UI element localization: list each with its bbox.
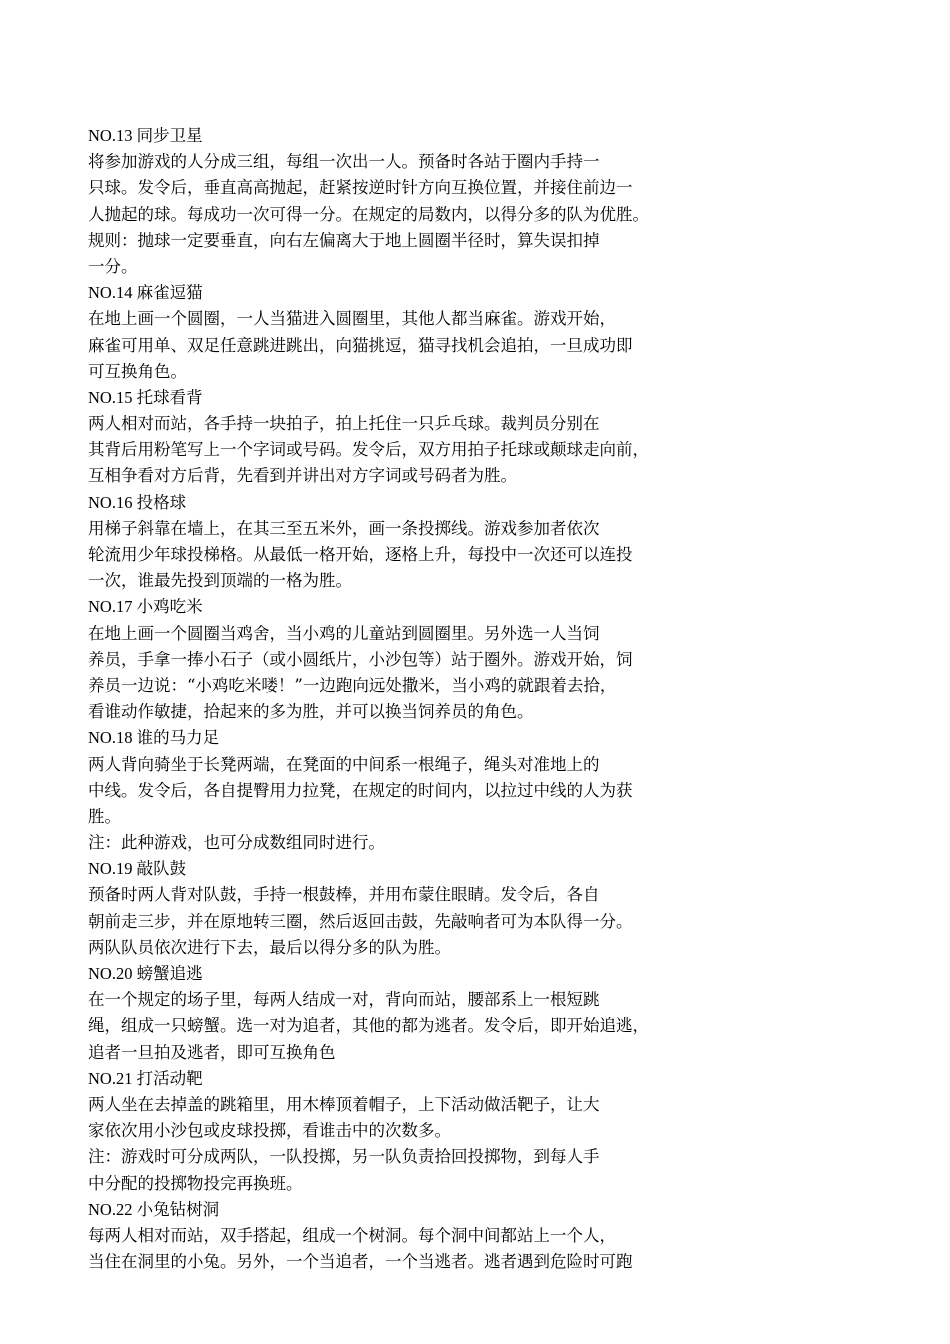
text-line: 可互换角色。 xyxy=(88,361,187,381)
text-line: 两人相对而站，各手持一块拍子，拍上托住一只乒乓球。裁判员分别在 xyxy=(88,414,600,434)
text-line: 预备时两人背对队鼓，手持一根鼓棒，并用布蒙住眼睛。发令后，各自 xyxy=(88,885,600,905)
section-heading: NO.16 投格球 xyxy=(88,492,187,512)
text-line: 绳，组成一只螃蟹。选一对为追者，其他的都为逃者。发令后，即开始追逃， xyxy=(88,1016,649,1036)
text-line: 养员，手拿一捧小石子（或小圆纸片，小沙包等）站于圈外。游戏开始，饲 xyxy=(88,649,633,669)
text-line: 家依次用小沙包或皮球投掷，看谁击中的次数多。 xyxy=(88,1121,451,1141)
document-body xyxy=(88,123,878,1275)
text-line: 每两人相对而站，双手搭起，组成一个树洞。每个洞中间都站上一个人， xyxy=(88,1225,616,1245)
text-line: 中分配的投掷物投完再换班。 xyxy=(88,1173,303,1193)
text-line: 互相争看对方后背，先看到并讲出对方字词或号码者为胜。 xyxy=(88,466,517,486)
text-line: 在一个规定的场子里，每两人结成一对，背向而站，腰部系上一根短跳 xyxy=(88,990,600,1010)
text-line: 两队队员依次进行下去，最后以得分多的队为胜。 xyxy=(88,937,451,957)
text-line: 在地上画一个圆圈当鸡舍，当小鸡的儿童站到圆圈里。另外选一人当饲 xyxy=(88,623,600,643)
section-heading: NO.15 托球看背 xyxy=(88,387,203,407)
text-line: 两人坐在去掉盖的跳箱里，用木棒顶着帽子，上下活动做活靶子，让大 xyxy=(88,1094,600,1114)
section-heading: NO.19 敲队鼓 xyxy=(88,859,187,879)
text-line: 在地上画一个圆圈，一人当猫进入圆圈里，其他人都当麻雀。游戏开始， xyxy=(88,309,616,329)
section-heading: NO.13 同步卫星 xyxy=(88,126,203,145)
section-heading: NO.21 打活动靶 xyxy=(88,1068,203,1088)
text-line: 胜。 xyxy=(88,806,121,826)
text-line: 轮流用少年球投梯格。从最低一格开始，逐格上升，每投中一次还可以连投 xyxy=(88,545,633,564)
text-line: 人抛起的球。每成功一次可得一分。在规定的局数内，以得分多的队为优胜。 xyxy=(88,204,649,224)
text-line: 麻雀可用单、双足任意跳进跳出，向猫挑逗，猫寻找机会追拍，一旦成功即 xyxy=(88,335,633,355)
text-line: 规则：抛球一定要垂直，向右左偏离大于地上圆圈半径时，算失误扣掉 xyxy=(88,230,600,250)
text-line: 一次，谁最先投到顶端的一格为胜。 xyxy=(88,571,352,591)
text-line: 只球。发令后，垂直高高抛起，赶紧按逆时针方向互换位置，并接住前边一 xyxy=(88,178,633,198)
text-line: 注：此种游戏，也可分成数组同时进行。 xyxy=(88,833,385,853)
text-line: 其背后用粉笔写上一个字词或号码。发令后，双方用拍子托球或颠球走向前， xyxy=(88,440,649,460)
text-line: 看谁动作敏捷，拾起来的多为胜，并可以换当饲养员的角色。 xyxy=(88,702,534,722)
section-heading: NO.14 麻雀逗猫 xyxy=(88,283,203,303)
text-line: 当住在洞里的小兔。另外，一个当追者，一个当逃者。逃者遇到危险时可跑 xyxy=(88,1252,633,1272)
text-line: 中线。发令后，各自提臀用力拉凳，在规定的时间内，以拉过中线的人为获 xyxy=(88,780,633,800)
text-line: 一分。 xyxy=(88,256,138,276)
section-heading: NO.22 小兔钻树洞 xyxy=(88,1199,220,1219)
section-heading: NO.20 螃蟹追逃 xyxy=(88,964,203,983)
text-line: 养员一边说：“小鸡吃米喽！”一边跑向远处撒米，当小鸡的就跟着去拾， xyxy=(88,675,617,695)
text-line: 用梯子斜靠在墙上，在其三至五米外，画一条投掷线。游戏参加者依次 xyxy=(88,518,600,538)
text-line: 注：游戏时可分成两队，一队投掷，另一队负责拾回投掷物，到每人手 xyxy=(88,1147,600,1167)
text-line: 将参加游戏的人分成三组，每组一次出一人。预备时各站于圈内手持一 xyxy=(88,152,600,172)
section-heading: NO.17 小鸡吃米 xyxy=(88,597,203,617)
text-line: 两人背向骑坐于长凳两端，在凳面的中间系一根绳子，绳头对准地上的 xyxy=(88,754,600,774)
text-line: 朝前走三步，并在原地转三圈，然后返回击鼓，先敲响者可为本队得一分。 xyxy=(88,911,633,931)
section-heading: NO.18 谁的马力足 xyxy=(88,728,220,748)
text-line: 追者一旦拍及逃者，即可互换角色 xyxy=(88,1042,336,1062)
